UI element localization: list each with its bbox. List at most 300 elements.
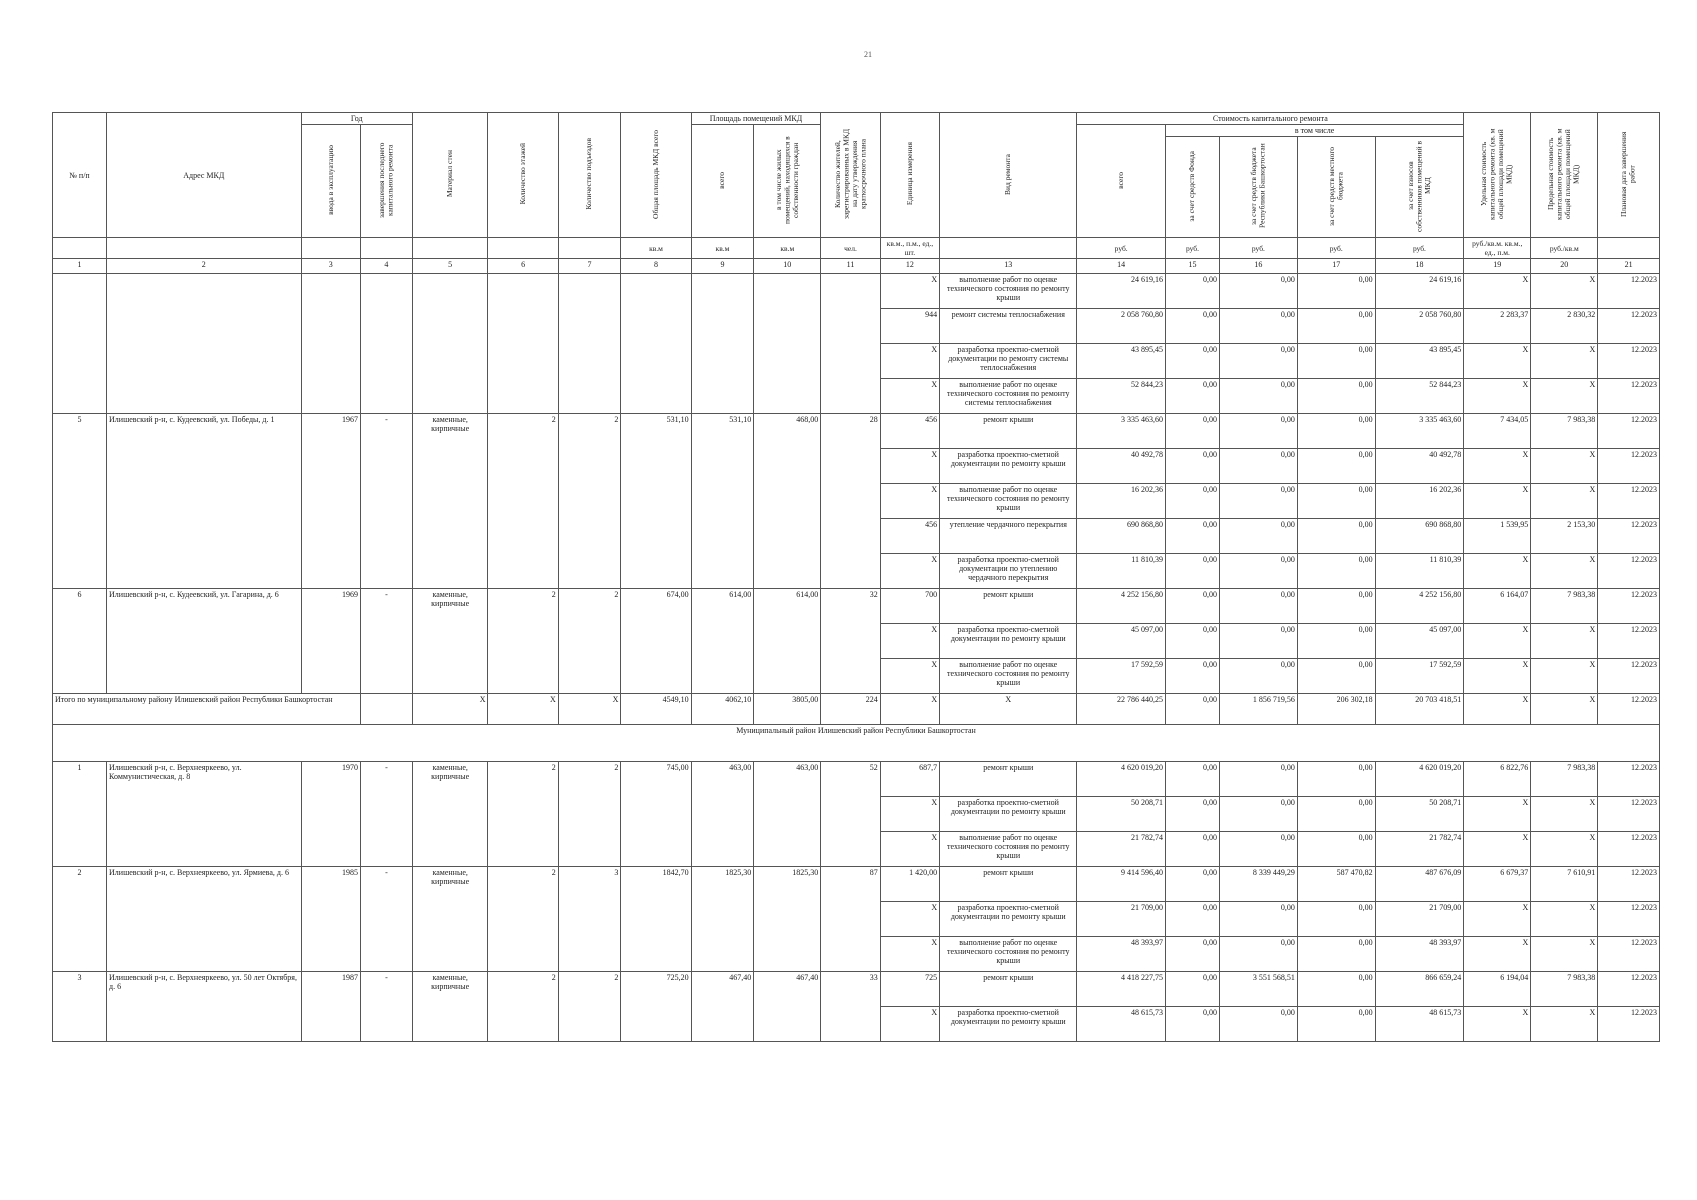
cost-total: 48 393,97	[1077, 937, 1166, 972]
unit-cell: руб.	[1297, 238, 1375, 259]
unit-measure: 456	[880, 414, 939, 449]
cost-total: 11 810,39	[1077, 554, 1166, 589]
unit-measure: 725	[880, 972, 939, 1007]
cost-total: 4 620 019,20	[1077, 762, 1166, 797]
specific-cost: X	[1464, 624, 1531, 659]
column-number: 6	[488, 259, 558, 274]
column-number: 14	[1077, 259, 1166, 274]
unit-measure: 687,7	[880, 762, 939, 797]
max-cost: X	[1531, 554, 1598, 589]
cost-owners: 3 335 463,60	[1375, 414, 1464, 449]
unit-measure: X	[880, 832, 939, 867]
max-cost: 7 610,91	[1531, 867, 1598, 902]
row-number: 1	[53, 762, 107, 867]
header-cost-local: за счет средств местного бюджета	[1326, 146, 1345, 226]
unit-measure: X	[880, 554, 939, 589]
cost-owners: 16 202,36	[1375, 484, 1464, 519]
cost-local: 0,00	[1297, 344, 1375, 379]
repair-type: выполнение работ по оценке технического состояния по ремонту крыши	[940, 484, 1077, 519]
cost-local: 0,00	[1297, 554, 1375, 589]
cost-fund: 0,00	[1165, 659, 1219, 694]
year-commission: 1985	[301, 867, 360, 972]
year-commission: 1967	[301, 414, 360, 589]
cost-owners: 45 097,00	[1375, 624, 1464, 659]
cost-owners: 24 619,16	[1375, 274, 1464, 309]
cost-republic: 0,00	[1220, 589, 1298, 624]
cost-local: 0,00	[1297, 519, 1375, 554]
cost-total: 3 335 463,60	[1077, 414, 1166, 449]
unit-measure: 456	[880, 519, 939, 554]
cost-fund: 0,00	[1165, 274, 1219, 309]
total-area: 725,20	[621, 972, 691, 1042]
cost-fund: 0,00	[1165, 902, 1219, 937]
year-commission: 1969	[301, 589, 360, 694]
specific-cost: 6 679,37	[1464, 867, 1531, 902]
cost-local: 0,00	[1297, 972, 1375, 1007]
repair-type: ремонт крыши	[940, 972, 1077, 1007]
planned-date: 12.2023	[1598, 484, 1660, 519]
table-row	[53, 972, 1660, 1007]
total-area	[621, 274, 691, 414]
premises-total: 463,00	[691, 762, 754, 867]
cost-republic: 0,00	[1220, 344, 1298, 379]
column-number: 16	[1220, 259, 1298, 274]
header-cost-total: всего	[1115, 171, 1125, 189]
premises-owned	[754, 274, 821, 414]
cost-total: 24 619,16	[1077, 274, 1166, 309]
cost-local: 0,00	[1297, 274, 1375, 309]
planned-date: 12.2023	[1598, 832, 1660, 867]
year-last-repair	[360, 274, 412, 414]
specific-cost: X	[1464, 379, 1531, 414]
unit-measure: X	[880, 902, 939, 937]
units-row	[53, 238, 1660, 259]
residents: 87	[821, 867, 880, 972]
repair-type: ремонт крыши	[940, 414, 1077, 449]
total-local: 206 302,18	[1297, 694, 1375, 725]
cost-owners: 487 676,09	[1375, 867, 1464, 902]
total-y2: X	[412, 694, 488, 725]
repair-type: ремонт крыши	[940, 762, 1077, 797]
unit-measure: 944	[880, 309, 939, 344]
header-premises-group: Площадь помещений МКД	[691, 113, 821, 125]
unit-cell: кв.м., п.м., ед., шт.	[880, 238, 939, 259]
repair-type: ремонт крыши	[940, 867, 1077, 902]
premises-owned: 468,00	[754, 414, 821, 589]
unit-cell: руб.	[1220, 238, 1298, 259]
planned-date: 12.2023	[1598, 589, 1660, 624]
cost-owners: 17 592,59	[1375, 659, 1464, 694]
cost-owners: 50 208,71	[1375, 797, 1464, 832]
total-owned: 3805,00	[754, 694, 821, 725]
column-number: 4	[360, 259, 412, 274]
cost-fund: 0,00	[1165, 624, 1219, 659]
column-number: 12	[880, 259, 939, 274]
cost-local: 0,00	[1297, 309, 1375, 344]
unit-measure: X	[880, 274, 939, 309]
unit-cell: чел.	[821, 238, 880, 259]
planned-date: 12.2023	[1598, 449, 1660, 484]
total-entrances: X	[558, 694, 621, 725]
unit-cell: руб.	[1375, 238, 1464, 259]
column-number: 3	[301, 259, 360, 274]
specific-cost: 6 194,04	[1464, 972, 1531, 1007]
cost-owners: 690 868,80	[1375, 519, 1464, 554]
specific-cost: 6 164,07	[1464, 589, 1531, 624]
header-premises-total: всего	[717, 171, 727, 189]
cost-owners: 48 615,73	[1375, 1007, 1464, 1042]
residents: 28	[821, 414, 880, 589]
unit-cell: руб.	[1077, 238, 1166, 259]
max-cost: X	[1531, 1007, 1598, 1042]
specific-cost: X	[1464, 274, 1531, 309]
premises-total: 531,10	[691, 414, 754, 589]
max-cost: 7 983,38	[1531, 414, 1598, 449]
column-number: 19	[1464, 259, 1531, 274]
specific-cost: X	[1464, 902, 1531, 937]
total-max: X	[1531, 694, 1598, 725]
entrances: 2	[558, 414, 621, 589]
header-cost-republic: за счет средств бюджета Республики Башкортостан	[1248, 143, 1267, 229]
unit-measure: X	[880, 449, 939, 484]
unit-measure: X	[880, 1007, 939, 1042]
specific-cost: X	[1464, 832, 1531, 867]
cost-republic: 0,00	[1220, 414, 1298, 449]
cost-republic: 0,00	[1220, 832, 1298, 867]
total-date: 12.2023	[1598, 694, 1660, 725]
cost-owners: 4 620 019,20	[1375, 762, 1464, 797]
premises-owned: 463,00	[754, 762, 821, 867]
cost-fund: 0,00	[1165, 867, 1219, 902]
page-number: 21	[864, 50, 872, 59]
wall-material: каменные, кирпичные	[412, 867, 488, 972]
total-floors: X	[488, 694, 558, 725]
cost-owners: 2 058 760,80	[1375, 309, 1464, 344]
cost-republic: 0,00	[1220, 902, 1298, 937]
cost-local: 0,00	[1297, 449, 1375, 484]
header-address: Адрес МКД	[107, 113, 302, 238]
residents: 52	[821, 762, 880, 867]
premises-owned: 1825,30	[754, 867, 821, 972]
residents: 32	[821, 589, 880, 694]
premises-total: 614,00	[691, 589, 754, 694]
wall-material	[412, 274, 488, 414]
specific-cost: 1 539,95	[1464, 519, 1531, 554]
year-last-repair: -	[360, 589, 412, 694]
year-commission: 1970	[301, 762, 360, 867]
cost-fund: 0,00	[1165, 937, 1219, 972]
municipality-header-row	[53, 725, 1660, 762]
unit-cell: руб./кв.м. кв.м., ед., п.м.	[1464, 238, 1531, 259]
cost-total: 48 615,73	[1077, 1007, 1166, 1042]
cost-owners: 21 709,00	[1375, 902, 1464, 937]
cost-republic: 0,00	[1220, 624, 1298, 659]
column-number: 18	[1375, 259, 1464, 274]
cost-republic: 0,00	[1220, 274, 1298, 309]
table-row	[53, 589, 1660, 624]
max-cost: X	[1531, 344, 1598, 379]
planned-date: 12.2023	[1598, 414, 1660, 449]
header-wall-material: Материал стен	[444, 150, 454, 198]
column-number: 21	[1598, 259, 1660, 274]
unit-measure: 1 420,00	[880, 867, 939, 902]
planned-date: 12.2023	[1598, 379, 1660, 414]
floors: 2	[488, 589, 558, 694]
row-number: 6	[53, 589, 107, 694]
cost-republic: 0,00	[1220, 937, 1298, 972]
table-row	[53, 274, 1660, 309]
cost-total: 40 492,78	[1077, 449, 1166, 484]
floors: 2	[488, 972, 558, 1042]
year-commission	[301, 274, 360, 414]
cost-fund: 0,00	[1165, 449, 1219, 484]
total-row	[53, 694, 1660, 725]
cost-owners: 21 782,74	[1375, 832, 1464, 867]
planned-date: 12.2023	[1598, 867, 1660, 902]
unit-measure: X	[880, 484, 939, 519]
repair-type: разработка проектно-сметной документации по ремонту крыши	[940, 902, 1077, 937]
cost-republic: 0,00	[1220, 659, 1298, 694]
cost-fund: 0,00	[1165, 832, 1219, 867]
cost-total: 17 592,59	[1077, 659, 1166, 694]
cost-republic: 0,00	[1220, 1007, 1298, 1042]
floors: 2	[488, 762, 558, 867]
municipality-header: Муниципальный район Илишевский район Республики Башкортостан	[53, 725, 1660, 762]
header-total-area: Общая площадь МКД всего	[650, 129, 660, 219]
header-year-commission: ввода в эксплуатацию	[325, 145, 335, 215]
planned-date: 12.2023	[1598, 309, 1660, 344]
entrances: 2	[558, 589, 621, 694]
wall-material: каменные, кирпичные	[412, 762, 488, 867]
cost-local: 0,00	[1297, 484, 1375, 519]
address: Илишевский р-н, с. Кудеевский, ул. Победы, д. 1	[107, 414, 302, 589]
cost-total: 45 097,00	[1077, 624, 1166, 659]
cost-total: 43 895,45	[1077, 344, 1166, 379]
specific-cost: 2 283,37	[1464, 309, 1531, 344]
cost-total: 690 868,80	[1077, 519, 1166, 554]
total-area: 674,00	[621, 589, 691, 694]
total-fund: 0,00	[1165, 694, 1219, 725]
column-number: 5	[412, 259, 488, 274]
premises-total: 467,40	[691, 972, 754, 1042]
specific-cost: 6 822,76	[1464, 762, 1531, 797]
planned-date: 12.2023	[1598, 274, 1660, 309]
cost-local: 0,00	[1297, 624, 1375, 659]
column-number: 1	[53, 259, 107, 274]
specific-cost: X	[1464, 797, 1531, 832]
unit-cell: кв.м	[754, 238, 821, 259]
max-cost: X	[1531, 484, 1598, 519]
cost-total: 52 844,23	[1077, 379, 1166, 414]
cost-local: 0,00	[1297, 659, 1375, 694]
table-body-section-1	[53, 274, 1660, 694]
column-number: 11	[821, 259, 880, 274]
cost-total: 16 202,36	[1077, 484, 1166, 519]
specific-cost: X	[1464, 484, 1531, 519]
floors: 2	[488, 867, 558, 972]
cost-local: 0,00	[1297, 797, 1375, 832]
planned-date: 12.2023	[1598, 762, 1660, 797]
year-commission: 1987	[301, 972, 360, 1042]
repair-type: выполнение работ по оценке технического состояния по ремонту крыши	[940, 659, 1077, 694]
entrances: 2	[558, 972, 621, 1042]
repair-type: выполнение работ по оценке технического состояния по ремонту крыши	[940, 937, 1077, 972]
header-specific-cost: Удельная стоимость капитального ремонта (кв. м общей площади помещений МКД)	[1479, 128, 1514, 220]
cost-owners: 48 393,97	[1375, 937, 1464, 972]
residents	[821, 274, 880, 414]
planned-date: 12.2023	[1598, 972, 1660, 1007]
column-number: 2	[107, 259, 302, 274]
planned-date: 12.2023	[1598, 797, 1660, 832]
unit-cell: кв.м	[691, 238, 754, 259]
cost-owners: 43 895,45	[1375, 344, 1464, 379]
cost-local: 0,00	[1297, 902, 1375, 937]
cost-fund: 0,00	[1165, 972, 1219, 1007]
repair-type: разработка проектно-сметной документации по ремонту крыши	[940, 449, 1077, 484]
address: Илишевский р-н, с. Кудеевский, ул. Гагарина, д. 6	[107, 589, 302, 694]
total-unit: X	[880, 694, 939, 725]
premises-total	[691, 274, 754, 414]
max-cost: X	[1531, 902, 1598, 937]
header-cost-fund: за счет средств Фонда	[1187, 150, 1197, 222]
cost-owners: 866 659,24	[1375, 972, 1464, 1007]
cost-total: 2 058 760,80	[1077, 309, 1166, 344]
max-cost: X	[1531, 379, 1598, 414]
cost-republic: 0,00	[1220, 484, 1298, 519]
cost-total: 4 252 156,80	[1077, 589, 1166, 624]
repair-type: разработка проектно-сметной документации по ремонту крыши	[940, 797, 1077, 832]
total-area: 4549,10	[621, 694, 691, 725]
row-number	[53, 274, 107, 414]
column-number: 10	[754, 259, 821, 274]
cost-republic: 3 551 568,51	[1220, 972, 1298, 1007]
specific-cost: X	[1464, 1007, 1531, 1042]
unit-measure: X	[880, 624, 939, 659]
planned-date: 12.2023	[1598, 937, 1660, 972]
cost-fund: 0,00	[1165, 379, 1219, 414]
cost-local: 0,00	[1297, 589, 1375, 624]
address: Илишевский р-н, с. Верхнеяркеево, ул. Коммунистическая, д. 8	[107, 762, 302, 867]
column-number: 9	[691, 259, 754, 274]
address: Илишевский р-н, с. Верхнеяркеево, ул. 50 лет Октября, д. 6	[107, 972, 302, 1042]
max-cost: X	[1531, 449, 1598, 484]
specific-cost: X	[1464, 937, 1531, 972]
wall-material: каменные, кирпичные	[412, 589, 488, 694]
wall-material: каменные, кирпичные	[412, 414, 488, 589]
header-floors: Количество этажей	[517, 143, 527, 205]
header-repair-type: Вид ремонта	[1003, 153, 1012, 195]
header-entrances: Количество подъездов	[584, 138, 594, 210]
unit-measure: X	[880, 344, 939, 379]
header-incl: в том числе	[1165, 125, 1463, 137]
table-header	[53, 113, 1660, 274]
unit-cell: руб./кв.м	[1531, 238, 1598, 259]
header-planned-date: Плановая дата завершения работ	[1619, 131, 1637, 217]
max-cost: X	[1531, 624, 1598, 659]
specific-cost: X	[1464, 659, 1531, 694]
total-area: 745,00	[621, 762, 691, 867]
cost-fund: 0,00	[1165, 589, 1219, 624]
year-last-repair: -	[360, 414, 412, 589]
specific-cost: 7 434,05	[1464, 414, 1531, 449]
total-type: X	[940, 694, 1077, 725]
row-number: 5	[53, 414, 107, 589]
header-year-last-repair: завершения последнего капитального ремонта	[376, 142, 395, 218]
cost-owners: 4 252 156,80	[1375, 589, 1464, 624]
repair-type: ремонт крыши	[940, 589, 1077, 624]
cost-republic: 0,00	[1220, 449, 1298, 484]
cost-total: 50 208,71	[1077, 797, 1166, 832]
column-numbers-row	[53, 259, 1660, 274]
cost-fund: 0,00	[1165, 1007, 1219, 1042]
total-area: 1842,70	[621, 867, 691, 972]
unit-cell: кв.м	[621, 238, 691, 259]
repair-type: разработка проектно-сметной документации по ремонту крыши	[940, 1007, 1077, 1042]
repair-type: выполнение работ по оценке технического состояния по ремонту крыши	[940, 832, 1077, 867]
max-cost: 2 830,32	[1531, 309, 1598, 344]
total-premises: 4062,10	[691, 694, 754, 725]
entrances	[558, 274, 621, 414]
planned-date: 12.2023	[1598, 902, 1660, 937]
header-premises-owned: в том числе жилых помещений, находящихся в собственности граждан	[773, 136, 800, 224]
repair-type: разработка проектно-сметной документации по ремонту системы теплоснабжения	[940, 344, 1077, 379]
floors	[488, 274, 558, 414]
header-residents: Количество жителей, зарегистрированных в МКД на дату утверждения краткосрочного плана	[832, 128, 867, 220]
cost-republic: 0,00	[1220, 309, 1298, 344]
cost-local: 0,00	[1297, 379, 1375, 414]
cost-republic: 0,00	[1220, 762, 1298, 797]
row-number: 2	[53, 867, 107, 972]
header-unit-measure: Единица измерения	[904, 142, 914, 206]
cost-local: 587 470,82	[1297, 867, 1375, 902]
address	[107, 274, 302, 414]
max-cost: 7 983,38	[1531, 589, 1598, 624]
total-republic: 1 856 719,56	[1220, 694, 1298, 725]
repair-type: выполнение работ по оценке технического состояния по ремонту системы теплоснабжения	[940, 379, 1077, 414]
repair-type: выполнение работ по оценке технического состояния по ремонту крыши	[940, 274, 1077, 309]
cost-republic: 0,00	[1220, 519, 1298, 554]
planned-date: 12.2023	[1598, 519, 1660, 554]
unit-measure: X	[880, 659, 939, 694]
repair-type: ремонт системы теплоснабжения	[940, 309, 1077, 344]
table-row	[53, 867, 1660, 902]
header-cost-group: Стоимость капитального ремонта	[1077, 113, 1464, 125]
cost-republic: 0,00	[1220, 379, 1298, 414]
cost-fund: 0,00	[1165, 344, 1219, 379]
column-number: 17	[1297, 259, 1375, 274]
year-last-repair: -	[360, 867, 412, 972]
cost-republic: 8 339 449,29	[1220, 867, 1298, 902]
cost-total: 21 709,00	[1077, 902, 1166, 937]
capital-repair-plan-table	[52, 112, 1660, 1042]
cost-owners: 52 844,23	[1375, 379, 1464, 414]
cost-fund: 0,00	[1165, 797, 1219, 832]
repair-type: утепление чердачного перекрытия	[940, 519, 1077, 554]
cost-local: 0,00	[1297, 832, 1375, 867]
unit-measure: X	[880, 379, 939, 414]
total-label: Итого по муниципальному району Илишевский район Республики Башкортостан	[53, 694, 361, 725]
cost-republic: 0,00	[1220, 797, 1298, 832]
cost-fund: 0,00	[1165, 484, 1219, 519]
repair-type: разработка проектно-сметной документации по утеплению чердачного перекрытия	[940, 554, 1077, 589]
max-cost: 2 153,30	[1531, 519, 1598, 554]
cost-fund: 0,00	[1165, 554, 1219, 589]
residents: 33	[821, 972, 880, 1042]
planned-date: 12.2023	[1598, 659, 1660, 694]
total-owners: 20 703 418,51	[1375, 694, 1464, 725]
planned-date: 12.2023	[1598, 1007, 1660, 1042]
total-area: 531,10	[621, 414, 691, 589]
